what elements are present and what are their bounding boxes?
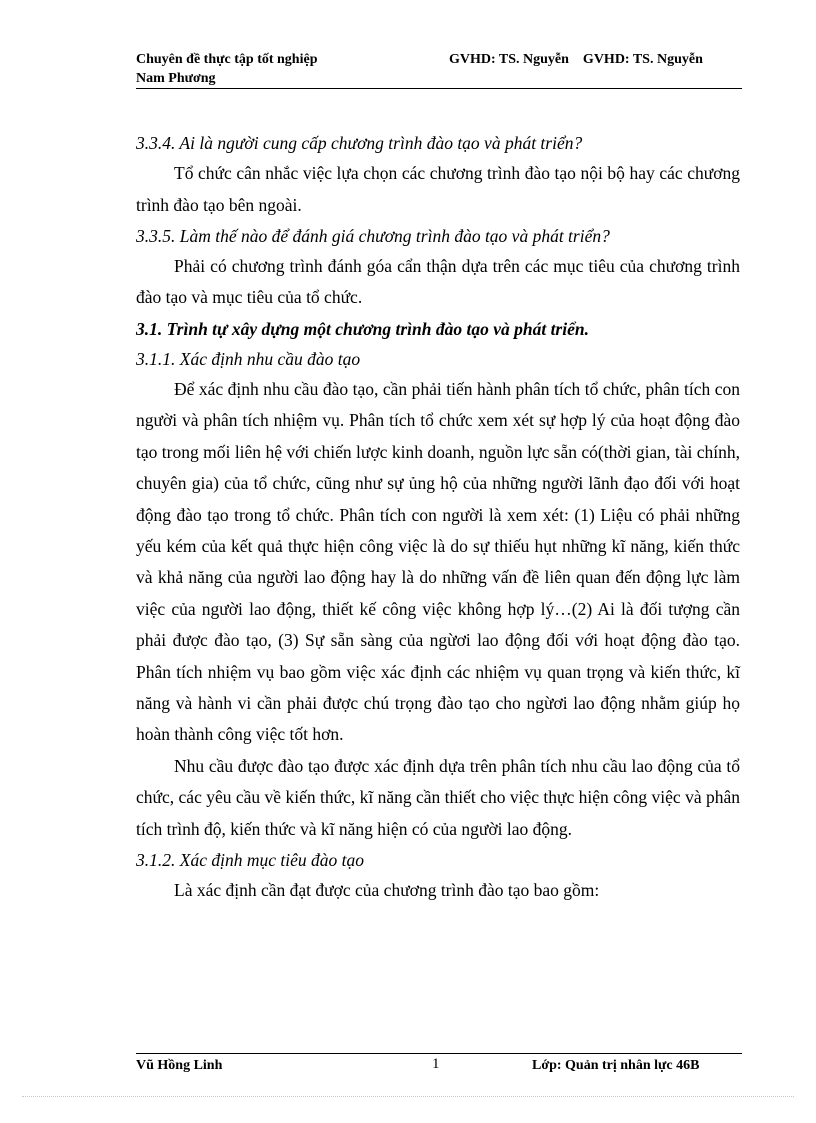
header-left — [136, 50, 317, 88]
heading-3-3-4: 3.3.4. Ai là người cung cấp chương trình đào tạo và phát triển? — [136, 133, 583, 153]
footer-divider — [136, 1053, 742, 1054]
footer-class: Lớp: Quản trị nhân lực 46B — [532, 1058, 700, 1073]
paragraph-3-3-4: Tổ chức cân nhắc việc lựa chọn các chương trình đào tạo nội bộ hay các chương trình đào tạo bên ngoài. — [136, 163, 740, 215]
page-number: 1 — [432, 1056, 440, 1072]
document-body — [136, 128, 740, 907]
paragraph-3-3-5: Phải có chương trình đánh góa cẩn thận dựa trên các mục tiêu của chương trình đào tạo và mục tiêu của tổ chức. — [136, 256, 740, 308]
page-edge-dotted-line — [22, 1096, 794, 1097]
heading-3-1-2: 3.1.2. Xác định mục tiêu đào tạo — [136, 850, 364, 871]
paragraph-3-1-1-b: Nhu cầu được đào tạo được xác định dựa trên phân tích nhu cầu lao động của tổ chức, các yêu cầu về kiến thức, kĩ năng cần thiết cho việc thực hiện công việc và phân tích trình độ, kiến thức và kĩ năng hiện có của người lao động. — [136, 755, 740, 839]
paragraph-3-1-2: Là xác định cần đạt được của chương trình đào tạo bao gồm: — [174, 880, 600, 901]
heading-3-1: 3.1. Trình tự xây dựng một chương trình đào tạo và phát triển. — [136, 318, 589, 339]
heading-3-3-5: 3.3.5. Làm thế nào để đánh giá chương trình đào tạo và phát triển? — [136, 225, 610, 246]
paragraph-3-1-1-a: Để xác định nhu cầu đào tạo, cần phải tiến hành phân tích tổ chức, phân tích con người và phân tích nhiệm vụ. Phân tích tổ chức xem xét sự hợp lý của hoạt động đào tạo trong mối liên hệ với chiến lược kinh doanh, nguồn lực sẵn có(thời gian, tài chính, chuyên gia) của tổ chức, cũng như sự ủng hộ của những người lãnh đạo đối với hoạt động đào tạo trong tổ chức. Phân tích con người là xem xét: (1) Liệu có phải những yếu kém của kết quả thực hiện công việc là do sự thiếu hụt những kĩ năng, kiến thức và khả năng của người lao động hay là do những vấn đề liên quan đến động lực làm việc của người lao động, thiết kế công việc không hợp lý…(2) Ai là đối tượng cần phải được đào tạo, (3) Sự sẵn sàng của ngừơi lao động đối với hoạt động đào tạo. Phân tích nhiệm vụ bao gồm việc xác định các nhiệm vụ quan trọng và kiến thức, kĩ năng và hành vi cần phải được chú trọng đào tạo cho ngừơi lao động nhằm giúp họ hoàn thành công việc tốt hơn. — [136, 379, 740, 745]
header-supervisor: GVHD: TS. Nguyễn GVHD: TS. Nguyễn — [449, 52, 703, 67]
header-title: Chuyên đề thực tập tốt nghiệp — [136, 52, 318, 67]
header-divider — [136, 88, 742, 89]
heading-3-1-1: 3.1.1. Xác định nhu cầu đào tạo — [136, 348, 361, 369]
header-author-name: Nam Phương — [136, 71, 216, 86]
footer-author: Vũ Hồng Linh — [136, 1058, 223, 1073]
